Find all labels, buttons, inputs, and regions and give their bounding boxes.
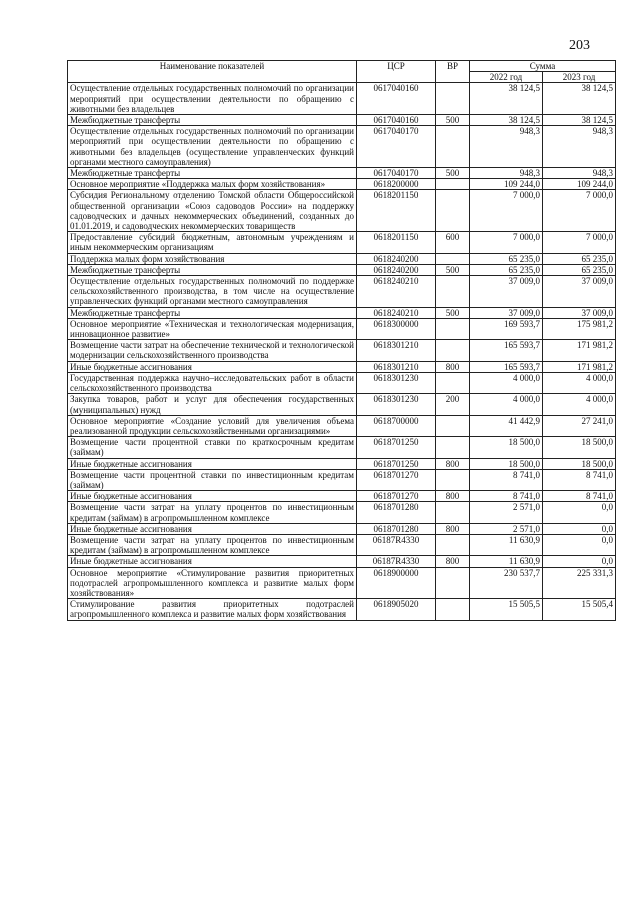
row-value-2022-cell: 65 235,0 xyxy=(470,264,543,275)
row-vr-cell: 500 xyxy=(436,307,470,318)
row-value-2022-cell: 11 630,9 xyxy=(470,534,543,555)
row-value-2022-cell: 948,3 xyxy=(470,168,543,179)
table-row xyxy=(68,276,616,308)
row-csr-cell: 0618201150 xyxy=(357,190,436,232)
row-value-2022-cell: 169 593,7 xyxy=(470,318,543,339)
row-value-2023-cell: 0,0 xyxy=(543,534,616,555)
row-value-2023-cell: 109 244,0 xyxy=(543,179,616,190)
row-name-cell: Межбюджетные трансферты xyxy=(68,168,357,179)
header-csr: ЦСР xyxy=(357,61,436,83)
table-row xyxy=(68,83,616,115)
row-csr-cell: 0618701250 xyxy=(357,458,436,469)
table-row xyxy=(68,190,616,232)
row-value-2023-cell: 4 000,0 xyxy=(543,372,616,393)
row-csr-cell: 0618200000 xyxy=(357,179,436,190)
row-value-2022-cell: 37 009,0 xyxy=(470,307,543,318)
row-value-2023-cell: 65 235,0 xyxy=(543,253,616,264)
row-vr-cell xyxy=(436,567,470,599)
row-value-2023-cell: 0,0 xyxy=(543,523,616,534)
table-row xyxy=(68,264,616,275)
row-value-2022-cell: 11 630,9 xyxy=(470,556,543,567)
row-name-cell: Закупка товаров, работ и услуг для обеспечения государственных (муниципальных) нужд xyxy=(68,394,357,415)
row-value-2023-cell: 7 000,0 xyxy=(543,232,616,253)
row-csr-cell: 0618301210 xyxy=(357,340,436,361)
row-name-cell: Осуществление отдельных государственных полномочий по организации мероприятий при осуществлении деятельности по обращению с животными без владельцев xyxy=(68,83,357,115)
row-value-2022-cell: 4 000,0 xyxy=(470,372,543,393)
header-year-2022: 2022 год xyxy=(470,72,543,83)
row-csr-cell: 0618201150 xyxy=(357,232,436,253)
table-row xyxy=(68,253,616,264)
row-vr-cell xyxy=(436,126,470,168)
row-value-2023-cell: 171 981,2 xyxy=(543,340,616,361)
row-vr-cell: 800 xyxy=(436,523,470,534)
row-vr-cell xyxy=(436,276,470,308)
row-value-2022-cell: 7 000,0 xyxy=(470,232,543,253)
row-value-2022-cell: 38 124,5 xyxy=(470,83,543,115)
row-value-2023-cell: 27 241,0 xyxy=(543,415,616,436)
row-value-2023-cell: 37 009,0 xyxy=(543,276,616,308)
row-vr-cell: 800 xyxy=(436,458,470,469)
table-row xyxy=(68,491,616,502)
row-value-2022-cell: 15 505,5 xyxy=(470,599,543,620)
row-vr-cell xyxy=(436,190,470,232)
table-row xyxy=(68,437,616,458)
row-vr-cell xyxy=(436,469,470,490)
row-vr-cell: 500 xyxy=(436,168,470,179)
row-csr-cell: 0618240210 xyxy=(357,276,436,308)
row-name-cell: Возмещение части затрат на уплату процентов по инвестиционным кредитам (займам) в агропромышленном комплексе xyxy=(68,502,357,523)
table-row xyxy=(68,567,616,599)
row-name-cell: Иные бюджетные ассигнования xyxy=(68,556,357,567)
row-csr-cell: 0618240210 xyxy=(357,307,436,318)
row-value-2022-cell: 2 571,0 xyxy=(470,523,543,534)
row-vr-cell: 500 xyxy=(436,264,470,275)
table-row xyxy=(68,523,616,534)
row-csr-cell: 0618905020 xyxy=(357,599,436,620)
row-vr-cell xyxy=(436,372,470,393)
table-row xyxy=(68,415,616,436)
row-csr-cell: 0618701280 xyxy=(357,523,436,534)
row-value-2022-cell: 230 537,7 xyxy=(470,567,543,599)
row-name-cell: Возмещение части процентной ставки по краткосрочным кредитам (займам) xyxy=(68,437,357,458)
row-name-cell: Стимулирование развития приоритетных подотраслей агропромышленного комплекса и развитие малых форм хозяйствования xyxy=(68,599,357,620)
table-row xyxy=(68,126,616,168)
row-value-2022-cell: 8 741,0 xyxy=(470,491,543,502)
row-name-cell: Межбюджетные трансферты xyxy=(68,264,357,275)
row-value-2023-cell: 18 500,0 xyxy=(543,458,616,469)
row-csr-cell: 0617040160 xyxy=(357,83,436,115)
header-year-2023: 2023 год xyxy=(543,72,616,83)
row-vr-cell: 800 xyxy=(436,556,470,567)
row-value-2022-cell: 41 442,9 xyxy=(470,415,543,436)
table-row xyxy=(68,372,616,393)
row-name-cell: Поддержка малых форм хозяйствования xyxy=(68,253,357,264)
row-csr-cell: 0618301210 xyxy=(357,361,436,372)
row-csr-cell: 0617040170 xyxy=(357,168,436,179)
row-name-cell: Государственная поддержка научно–исследовательских работ в области сельскохозяйственного производства xyxy=(68,372,357,393)
row-name-cell: Иные бюджетные ассигнования xyxy=(68,458,357,469)
row-vr-cell xyxy=(436,415,470,436)
row-csr-cell: 06187R4330 xyxy=(357,556,436,567)
row-value-2022-cell: 109 244,0 xyxy=(470,179,543,190)
row-value-2022-cell: 2 571,0 xyxy=(470,502,543,523)
row-value-2023-cell: 7 000,0 xyxy=(543,190,616,232)
row-value-2023-cell: 0,0 xyxy=(543,556,616,567)
table-row xyxy=(68,599,616,620)
row-name-cell: Возмещение части затрат на уплату процентов по инвестиционным кредитам (займам) в агропромышленном комплексе xyxy=(68,534,357,555)
page-number: 203 xyxy=(569,38,590,53)
row-vr-cell xyxy=(436,340,470,361)
table-row xyxy=(68,502,616,523)
row-vr-cell xyxy=(436,534,470,555)
row-vr-cell xyxy=(436,83,470,115)
row-value-2023-cell: 4 000,0 xyxy=(543,394,616,415)
budget-table xyxy=(67,60,616,621)
table-row xyxy=(68,340,616,361)
row-value-2023-cell: 0,0 xyxy=(543,502,616,523)
table-row xyxy=(68,361,616,372)
row-csr-cell: 06187R4330 xyxy=(357,534,436,555)
row-value-2023-cell: 948,3 xyxy=(543,168,616,179)
row-value-2023-cell: 15 505,4 xyxy=(543,599,616,620)
row-value-2023-cell: 38 124,5 xyxy=(543,115,616,126)
row-vr-cell xyxy=(436,502,470,523)
row-value-2022-cell: 7 000,0 xyxy=(470,190,543,232)
row-name-cell: Субсидия Региональному отделению Томской области Общероссийской общественной организации «Союз садоводов России» на поддержку садоводческих и дачных некоммерческих объединений, созданных до 01.01.2019, и садоводческих некоммерческих товариществ xyxy=(68,190,357,232)
row-value-2022-cell: 18 500,0 xyxy=(470,458,543,469)
table-row xyxy=(68,534,616,555)
row-vr-cell xyxy=(436,253,470,264)
row-name-cell: Основное мероприятие «Стимулирование развития приоритетных подотраслей агропромышленного комплекса и развитие малых форм хозяйствования» xyxy=(68,567,357,599)
row-csr-cell: 0617040170 xyxy=(357,126,436,168)
row-value-2022-cell: 18 500,0 xyxy=(470,437,543,458)
row-value-2022-cell: 38 124,5 xyxy=(470,115,543,126)
row-name-cell: Предоставление субсидий бюджетным, автономным учреждениям и иным некоммерческим организациям xyxy=(68,232,357,253)
row-csr-cell: 0618701270 xyxy=(357,469,436,490)
table-row xyxy=(68,469,616,490)
row-value-2023-cell: 65 235,0 xyxy=(543,264,616,275)
row-name-cell: Возмещение части процентной ставки по инвестиционным кредитам (займам) xyxy=(68,469,357,490)
row-vr-cell xyxy=(436,318,470,339)
row-csr-cell: 0618240200 xyxy=(357,253,436,264)
row-vr-cell: 200 xyxy=(436,394,470,415)
row-vr-cell xyxy=(436,599,470,620)
row-name-cell: Иные бюджетные ассигнования xyxy=(68,361,357,372)
row-csr-cell: 0618900000 xyxy=(357,567,436,599)
row-value-2022-cell: 4 000,0 xyxy=(470,394,543,415)
row-vr-cell xyxy=(436,437,470,458)
row-value-2023-cell: 948,3 xyxy=(543,126,616,168)
table-row xyxy=(68,179,616,190)
row-value-2022-cell: 165 593,7 xyxy=(470,361,543,372)
header-name: Наименование показателей xyxy=(68,61,357,83)
row-name-cell: Осуществление отдельных государственных полномочий по организации мероприятий при осуществлении деятельности по обращению с животными без владельцев (осуществление управленческих функций органами местного самоуправления) xyxy=(68,126,357,168)
row-name-cell: Основное мероприятие «Техническая и технологическая модернизация, инновационное развитие» xyxy=(68,318,357,339)
row-value-2023-cell: 171 981,2 xyxy=(543,361,616,372)
row-value-2023-cell: 8 741,0 xyxy=(543,469,616,490)
table-row xyxy=(68,168,616,179)
row-csr-cell: 0618301230 xyxy=(357,372,436,393)
row-value-2023-cell: 175 981,2 xyxy=(543,318,616,339)
row-value-2022-cell: 948,3 xyxy=(470,126,543,168)
row-name-cell: Основное мероприятие «Поддержка малых форм хозяйствования» xyxy=(68,179,357,190)
row-value-2023-cell: 225 331,3 xyxy=(543,567,616,599)
table-row xyxy=(68,307,616,318)
row-vr-cell: 500 xyxy=(436,115,470,126)
row-name-cell: Межбюджетные трансферты xyxy=(68,115,357,126)
row-vr-cell xyxy=(436,179,470,190)
row-name-cell: Осуществление отдельных государственных полномочий по поддержке сельскохозяйственного производства, в том числе на осуществление управленческих функций органами местного самоуправления xyxy=(68,276,357,308)
row-value-2023-cell: 37 009,0 xyxy=(543,307,616,318)
row-name-cell: Межбюджетные трансферты xyxy=(68,307,357,318)
row-value-2023-cell: 38 124,5 xyxy=(543,83,616,115)
row-name-cell: Основное мероприятие «Создание условий для увеличения объема реализованной продукции сельскохозяйственными организациями» xyxy=(68,415,357,436)
table-row xyxy=(68,556,616,567)
row-name-cell: Возмещение части затрат на обеспечение технической и технологической модернизации сельскохозяйственного производства xyxy=(68,340,357,361)
header-sum: Сумма xyxy=(470,61,616,72)
table-row xyxy=(68,318,616,339)
row-csr-cell: 0618701250 xyxy=(357,437,436,458)
row-csr-cell: 0618301230 xyxy=(357,394,436,415)
table-row xyxy=(68,232,616,253)
row-name-cell: Иные бюджетные ассигнования xyxy=(68,491,357,502)
row-vr-cell: 600 xyxy=(436,232,470,253)
row-value-2022-cell: 8 741,0 xyxy=(470,469,543,490)
table-row xyxy=(68,394,616,415)
row-name-cell: Иные бюджетные ассигнования xyxy=(68,523,357,534)
table-row xyxy=(68,458,616,469)
table-row xyxy=(68,115,616,126)
row-value-2022-cell: 65 235,0 xyxy=(470,253,543,264)
row-value-2023-cell: 8 741,0 xyxy=(543,491,616,502)
header-vr: ВР xyxy=(436,61,470,83)
row-vr-cell: 800 xyxy=(436,491,470,502)
row-value-2022-cell: 37 009,0 xyxy=(470,276,543,308)
row-csr-cell: 0617040160 xyxy=(357,115,436,126)
row-value-2022-cell: 165 593,7 xyxy=(470,340,543,361)
row-csr-cell: 0618701270 xyxy=(357,491,436,502)
row-csr-cell: 0618240200 xyxy=(357,264,436,275)
table-body xyxy=(68,83,616,620)
row-csr-cell: 0618300000 xyxy=(357,318,436,339)
row-vr-cell: 800 xyxy=(436,361,470,372)
row-csr-cell: 0618701280 xyxy=(357,502,436,523)
row-value-2023-cell: 18 500,0 xyxy=(543,437,616,458)
row-csr-cell: 0618700000 xyxy=(357,415,436,436)
